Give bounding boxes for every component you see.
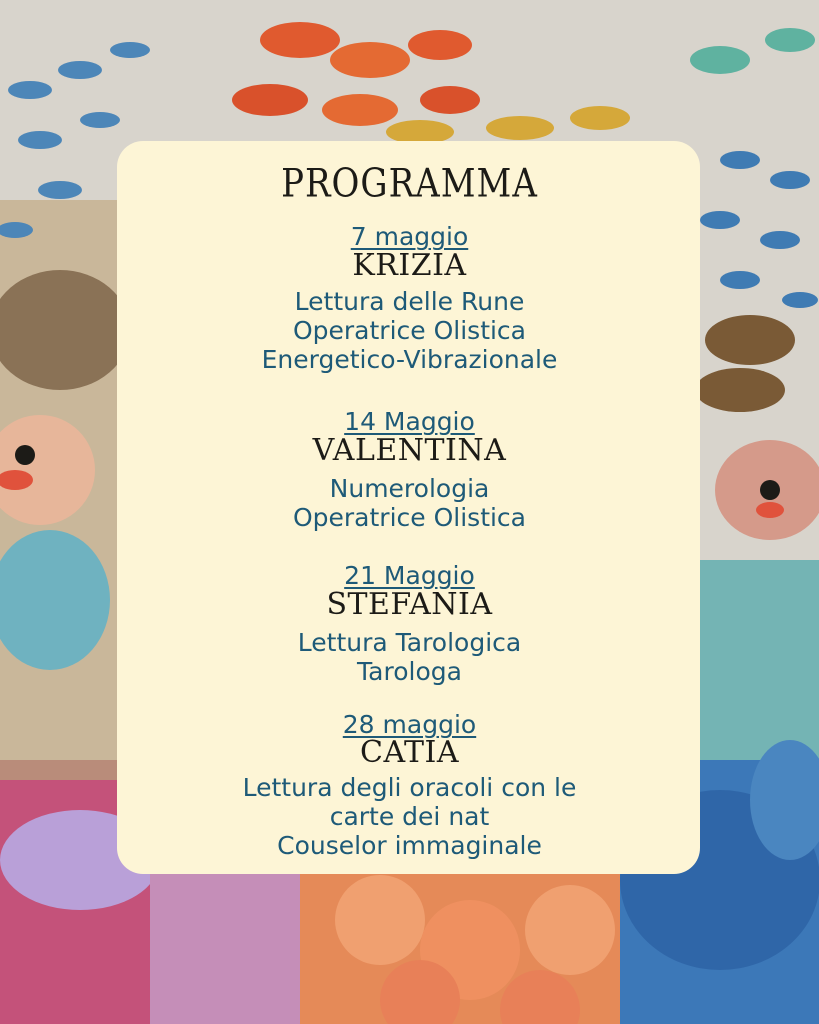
event-description-line: Tarologa xyxy=(357,657,462,686)
event-description-line: Energetico-Vibrazionale xyxy=(261,345,558,374)
event-description-line: Lettura degli oracoli con le xyxy=(242,773,577,802)
event-date: 28 maggio xyxy=(342,710,477,739)
event-description-line: Couselor immaginale xyxy=(277,831,542,860)
event-date: 14 Maggio xyxy=(344,407,475,436)
event-date: 21 Maggio xyxy=(344,561,475,590)
event-description-line: carte dei nat xyxy=(329,802,490,831)
event-name: VALENTINA xyxy=(312,433,507,468)
event-description-line: Operatrice Olistica xyxy=(292,503,527,532)
event-name: STEFANIA xyxy=(326,587,493,622)
event-date: 7 maggio xyxy=(350,222,469,251)
event-description-line: Lettura Tarologica xyxy=(297,628,522,657)
event-name: KRIZIA xyxy=(352,248,467,283)
event-description-line: Numerologia xyxy=(329,474,490,503)
event-name: CATIA xyxy=(359,735,459,770)
event-description-line: Lettura delle Rune xyxy=(294,287,525,316)
page-title: PROGRAMMA xyxy=(281,161,538,207)
event-description-line: Operatrice Olistica xyxy=(292,316,527,345)
